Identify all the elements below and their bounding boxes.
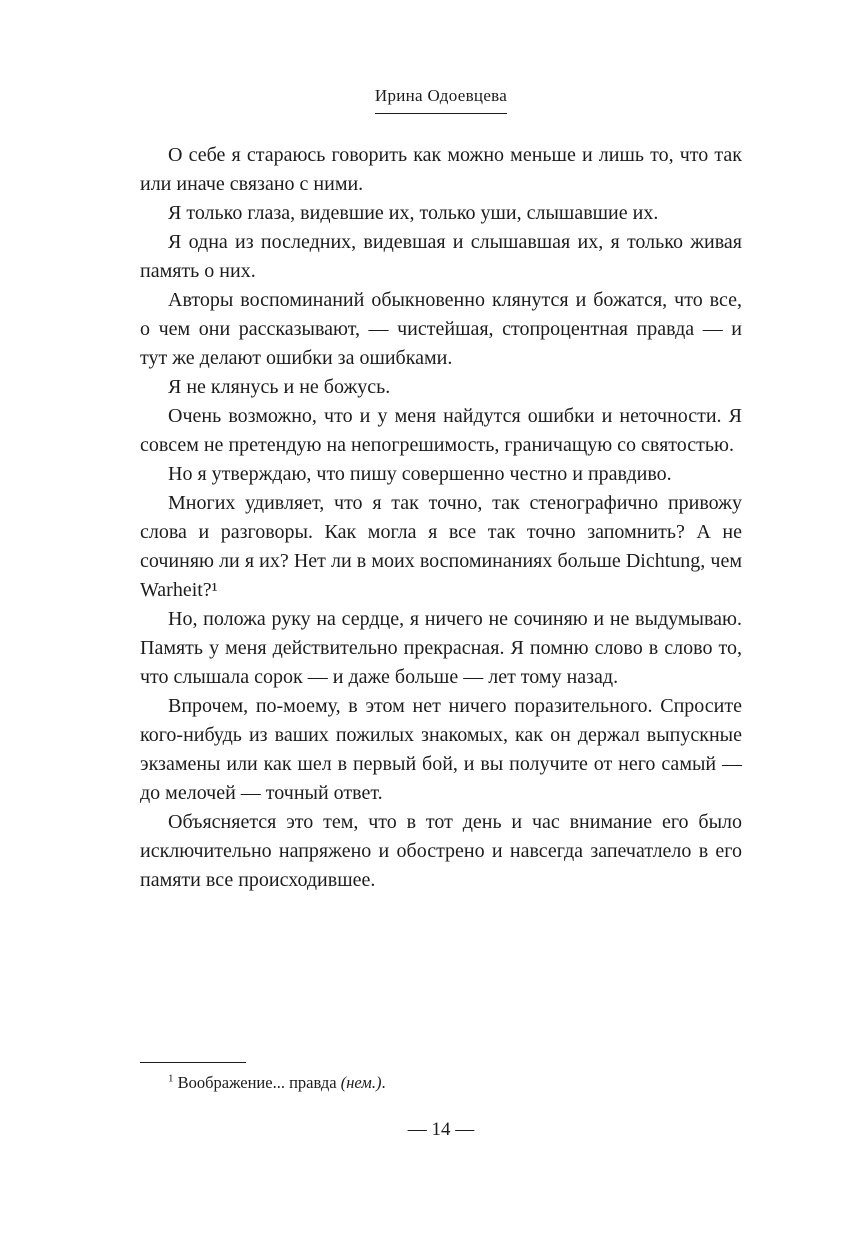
paragraph: Объясняется это тем, что в тот день и час внимание его было исключительно напряжено и обострено и навсегда запечатлело в его памяти все происходившее.	[140, 811, 742, 891]
footnote-language-note: (нем.)	[340, 1073, 382, 1092]
footnote-block	[140, 1062, 742, 1093]
paragraph: Я только глаза, видевшие их, только уши, слышавшие их.	[168, 202, 659, 224]
paragraph: Я одна из последних, видевшая и слышавшая их, я только живая память о них.	[140, 231, 742, 282]
paragraph: Но, положа руку на сердце, я ничего не сочиняю и не выдумываю. Память у меня действительно прекрасная. Я помню слово в слово то, что слышала сорок — и даже больше — лет тому назад.	[140, 608, 742, 688]
footnote-marker: 1	[168, 1072, 174, 1085]
footnote-tail: .	[381, 1073, 386, 1092]
paragraph: Многих удивляет, что я так точно, так стенографично привожу слова и разговоры. Как могла я все так точно запомнить? А не сочиняю ли я их? Нет ли в моих воспоминаниях больше Dichtung, чем Warheit?¹	[140, 492, 742, 601]
running-header: Ирина Одоевцева	[375, 86, 507, 114]
paragraph: Впрочем, по-моему, в этом нет ничего поразительного. Спросите кого-нибудь из ваших пожилых знакомых, как он держал выпускные экзамены или как шел в первый бой, и вы получите от него самый — до мелочей — точный ответ.	[140, 695, 742, 804]
footnote-text: Воображение... правда	[173, 1073, 341, 1092]
paragraph: Но я утверждаю, что пишу совершенно честно и правдиво.	[168, 463, 672, 485]
running-header-wrap	[140, 86, 742, 114]
paragraph: О себе я стараюсь говорить как можно меньше и лишь то, что так или иначе связано с ними.	[140, 144, 742, 195]
footnote-rule	[140, 1062, 246, 1063]
page-body	[140, 141, 742, 895]
paragraph: Я не клянусь и не божусь.	[168, 376, 391, 398]
text-column	[140, 0, 742, 895]
paragraph: Авторы воспоминаний обыкновенно клянутся и божатся, что все, о чем они рассказывают, — чистейшая, стопроцентная правда — и тут же делают ошибки за ошибками.	[140, 289, 742, 369]
footnote	[140, 1072, 742, 1093]
paragraph: Очень возможно, что и у меня найдутся ошибки и неточности. Я совсем не претендую на непогрешимость, граничащую со святостью.	[140, 405, 742, 456]
page-number: — 14 —	[407, 1119, 475, 1140]
